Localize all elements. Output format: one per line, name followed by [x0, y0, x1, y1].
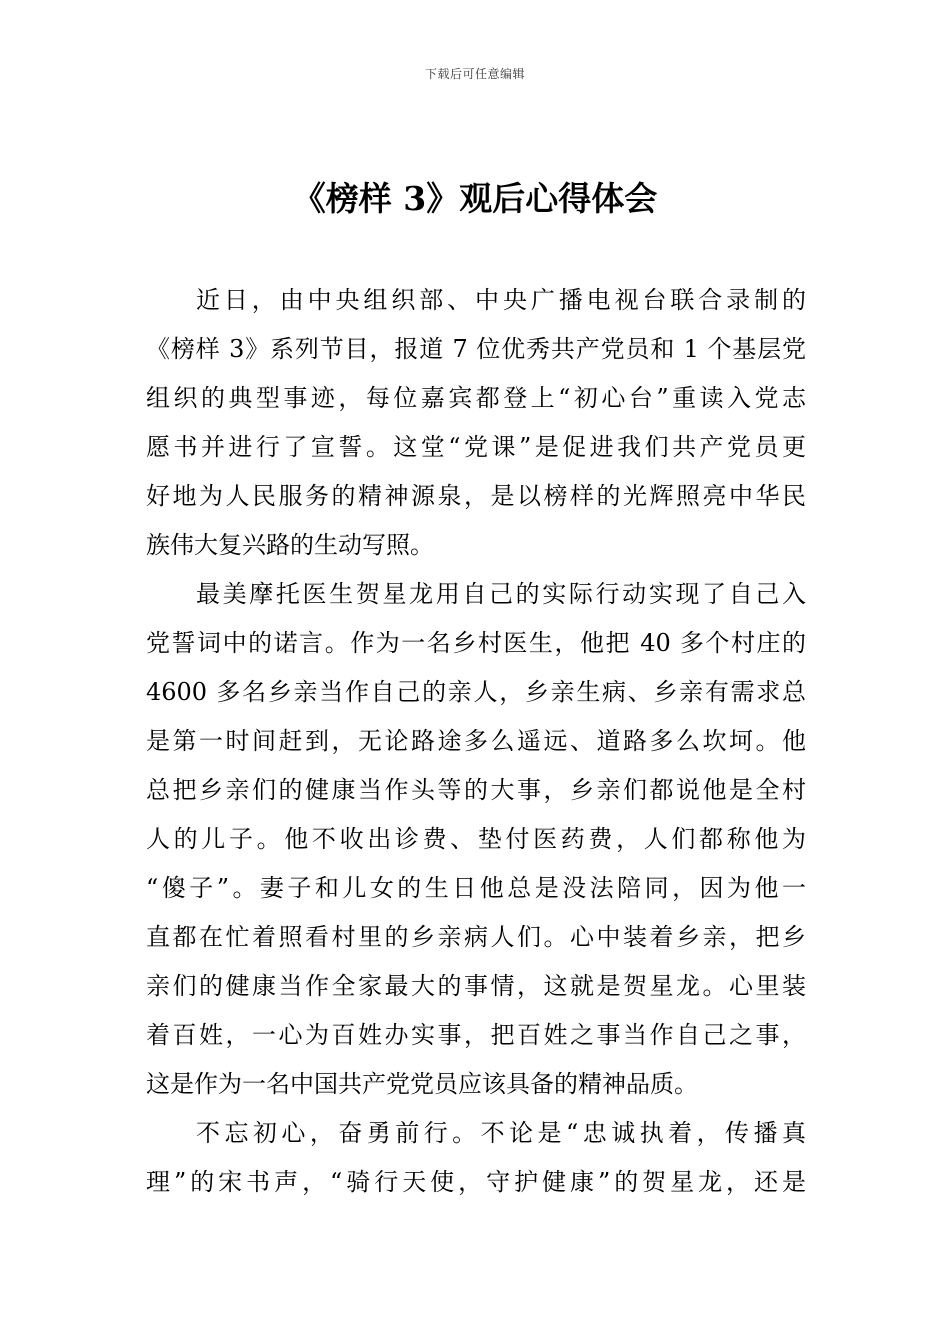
header-note: 下载后可任意编辑: [424, 67, 525, 81]
text-line: 近日，由中央组织部、中央广播电视台联合录制的: [196, 286, 806, 314]
text-line: 《榜样 3》系列节目，报道 7 位优秀共产党员和 1 个基层党: [146, 335, 806, 363]
document-title: 《榜样 3》观后心得体会: [292, 179, 658, 218]
text-line: 着百姓，一心为百姓办实事，把百姓之事当作自己之事，: [146, 1021, 806, 1049]
text-line: 理”的宋书声，“骑行天使，守护健康”的贺星龙，还是: [146, 1168, 806, 1196]
paragraph-3: [146, 1109, 806, 1207]
text-line: 族伟大复兴路的生动写照。: [146, 531, 434, 559]
text-line: 愿书并进行了宣誓。这堂“党课”是促进我们共产党员更: [146, 433, 806, 461]
document-body: [146, 276, 806, 1207]
text-line: 是第一时间赶到，无论路途多么遥远、道路多么坎坷。他: [146, 727, 806, 755]
paragraph-2: [146, 570, 806, 1109]
text-line: 不忘初心，奋勇前行。不论是“忠诚执着，传播真: [196, 1119, 806, 1147]
text-line: 好地为人民服务的精神源泉，是以榜样的光辉照亮中华民: [146, 482, 806, 510]
text-line: 人的儿子。他不收出诊费、垫付医药费，人们都称他为: [146, 825, 806, 853]
text-line: 亲们的健康当作全家最大的事情，这就是贺星龙。心里装: [146, 972, 806, 1000]
text-line: 组织的典型事迹，每位嘉宾都登上“初心台”重读入党志: [146, 384, 806, 412]
text-line: 最美摩托医生贺星龙用自己的实际行动实现了自己入: [196, 580, 806, 608]
text-line: 这是作为一名中国共产党党员应该具备的精神品质。: [146, 1070, 698, 1098]
text-line: “傻子”。妻子和儿女的生日他总是没法陪同，因为他一: [146, 874, 806, 902]
text-line: 4600 多名乡亲当作自己的亲人，乡亲生病、乡亲有需求总: [146, 678, 806, 706]
text-line: 总把乡亲们的健康当作头等的大事，乡亲们都说他是全村: [146, 776, 806, 804]
text-line: 直都在忙着照看村里的乡亲病人们。心中装着乡亲，把乡: [146, 923, 806, 951]
text-line: 党誓词中的诺言。作为一名乡村医生，他把 40 多个村庄的: [146, 629, 806, 657]
paragraph-1: [146, 276, 806, 570]
